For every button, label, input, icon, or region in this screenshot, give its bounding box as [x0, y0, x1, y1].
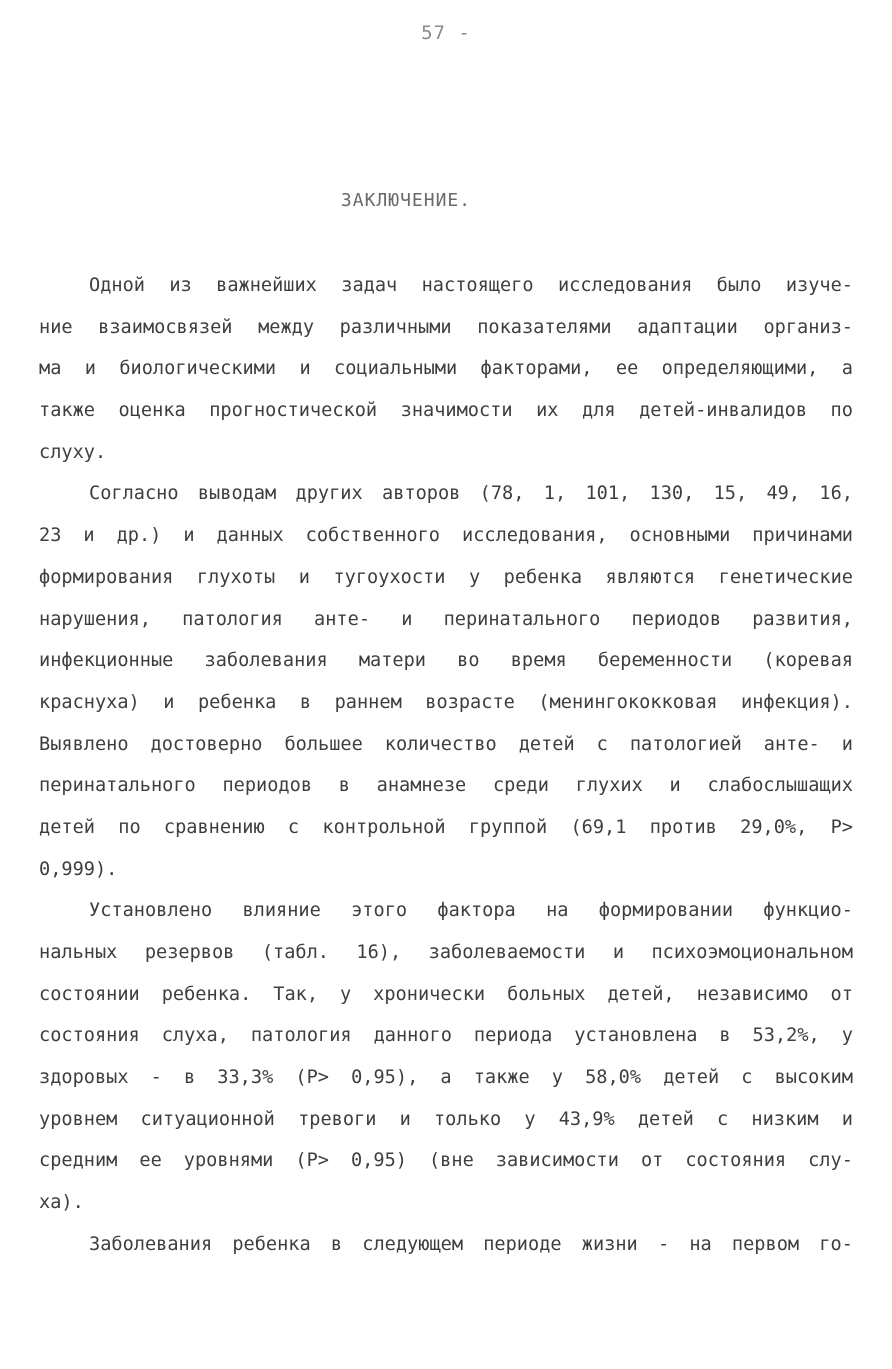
word: детей-инвалидов: [639, 400, 808, 422]
word: 101,: [585, 483, 631, 505]
word: и: [401, 608, 413, 630]
word: функцио-: [763, 900, 853, 922]
word: слабослышащих: [707, 775, 853, 797]
word: 16,: [819, 483, 853, 505]
word: Заболевания: [89, 1233, 213, 1255]
word: 58,0%: [585, 1067, 642, 1089]
word: ние: [39, 316, 73, 338]
word: высоким: [774, 1067, 853, 1089]
word: патология: [182, 608, 283, 630]
word: 15,: [713, 483, 748, 505]
word: и: [669, 775, 681, 797]
word: изуче-: [785, 275, 853, 296]
text-line: [39, 563, 853, 605]
word: жизни: [581, 1233, 638, 1255]
word: оценка: [118, 400, 186, 422]
word: исследования: [557, 275, 693, 296]
text-line: [39, 1063, 853, 1105]
word: и: [84, 358, 96, 380]
section-heading: ЗАКЛЮЧЕНИЕ.: [340, 190, 472, 211]
word: 29,0%,: [740, 816, 808, 838]
word: инфекция).: [741, 691, 853, 713]
word: уровнями: [183, 1150, 274, 1172]
text-line: [39, 688, 853, 730]
word: установлена: [574, 1025, 698, 1047]
word: состоянии: [39, 983, 140, 1005]
word: также: [39, 400, 95, 422]
word: для: [582, 400, 616, 422]
word: собственного: [305, 525, 441, 547]
word: количество: [384, 733, 497, 755]
word: периодов: [222, 775, 313, 797]
word: 1,: [543, 483, 567, 505]
word: время: [510, 650, 567, 672]
word: независимо: [696, 983, 809, 1005]
word: этого: [351, 900, 408, 922]
word: заболевания: [204, 650, 328, 672]
word: детей,: [607, 983, 675, 1005]
word: хронически: [373, 983, 486, 1005]
word: у: [340, 983, 352, 1005]
word: 49,: [766, 483, 801, 505]
text-line: [39, 896, 853, 938]
word: 43,9%: [558, 1108, 615, 1130]
word: периоде: [483, 1233, 562, 1255]
word: ситуационной: [140, 1108, 275, 1130]
word: Одной: [89, 275, 145, 296]
word: психоэмоциональном: [651, 942, 853, 963]
word: формирования: [39, 566, 174, 588]
word: состояния: [39, 1025, 140, 1047]
word: фактора: [437, 900, 516, 922]
word: и: [183, 525, 195, 547]
word: в: [299, 691, 312, 713]
text-line: [39, 980, 853, 1022]
word: матери: [358, 650, 426, 672]
word: у: [468, 566, 481, 588]
word: биологическими: [119, 358, 277, 380]
text-line: [39, 1105, 853, 1147]
word: 0,95): [350, 1150, 407, 1172]
word: (табл.: [261, 942, 329, 963]
word: (менингококковая: [538, 691, 718, 713]
word: резервов: [144, 942, 235, 963]
word: 23: [39, 525, 62, 547]
word: анте-: [763, 733, 820, 755]
word: Р>: [830, 816, 853, 838]
page-number: 57 -: [421, 22, 471, 44]
word: ребенка: [503, 566, 583, 588]
text-line: [39, 479, 853, 521]
word: Установлено: [89, 900, 213, 922]
word: и: [841, 1108, 853, 1130]
word: достоверно: [150, 733, 263, 755]
word: (69,1: [570, 816, 627, 838]
word: Согласно: [89, 483, 179, 505]
word: факторами,: [480, 358, 593, 380]
word: у: [841, 1025, 853, 1047]
word: тугоухости: [333, 566, 446, 588]
word: патологией: [629, 733, 742, 755]
word: го-: [819, 1233, 853, 1255]
text-line: [39, 1146, 853, 1188]
word: контрольной: [322, 816, 446, 838]
word: в: [330, 1233, 343, 1255]
word: состояния: [685, 1150, 787, 1172]
word: детей: [518, 733, 575, 755]
word: адаптации: [637, 316, 738, 338]
text-line: [39, 354, 853, 396]
word: первом: [731, 1233, 800, 1255]
word: здоровых: [39, 1067, 129, 1089]
word: инфекционные: [39, 650, 174, 672]
word: на: [689, 1233, 712, 1255]
word: взаимосвязей: [98, 316, 233, 338]
word: ребенка.: [161, 983, 252, 1005]
word: 130,: [649, 483, 695, 505]
word: по: [118, 816, 141, 838]
text-line: [39, 938, 853, 980]
word: возрасте: [425, 691, 515, 713]
body-text: [39, 271, 853, 1272]
word: с: [717, 1108, 729, 1130]
word: слуха,: [161, 1025, 229, 1047]
word: от: [830, 983, 853, 1005]
word: с: [741, 1067, 753, 1089]
word: ребенка: [232, 1233, 311, 1255]
word: социальными: [334, 358, 458, 380]
word: и: [612, 942, 625, 963]
word: являются: [605, 566, 696, 588]
word: и: [163, 691, 175, 713]
word: в: [338, 775, 350, 797]
word: ма: [39, 358, 62, 380]
text-line: [39, 730, 853, 772]
word: -: [657, 1233, 670, 1255]
word: тревоги: [298, 1108, 377, 1130]
word: и: [298, 566, 310, 588]
word: детей: [39, 816, 95, 838]
word: и: [399, 1108, 411, 1130]
word: значимости: [400, 400, 513, 422]
word: данного: [373, 1025, 452, 1047]
word: и: [299, 358, 311, 380]
word: прогностической: [209, 400, 378, 422]
word: показателями: [477, 316, 612, 338]
word: ха).: [39, 1192, 84, 1214]
text-line: [39, 605, 853, 647]
word: также: [473, 1067, 530, 1089]
word: слуху.: [39, 441, 107, 463]
word: влияние: [242, 900, 321, 922]
word: нальных: [39, 942, 118, 963]
word: патология: [250, 1025, 352, 1047]
word: а: [440, 1067, 452, 1089]
word: в: [719, 1025, 731, 1047]
word: между: [258, 316, 315, 338]
word: детей: [637, 1108, 694, 1130]
word: анте-: [314, 608, 371, 630]
text-line: [39, 438, 853, 480]
word: задач: [341, 275, 398, 296]
word: с: [596, 733, 608, 755]
text-line: [39, 1230, 853, 1272]
word: глухих: [575, 775, 643, 797]
word: других: [295, 483, 363, 505]
text-line: [39, 771, 853, 813]
word: периода: [473, 1025, 553, 1047]
word: у: [551, 1067, 563, 1089]
word: анамнезе: [376, 775, 467, 797]
word: среди: [492, 775, 549, 797]
word: на: [546, 900, 569, 922]
word: определяющими,: [661, 358, 819, 380]
word: организ-: [763, 316, 853, 338]
word: и: [841, 733, 853, 755]
word: формировании: [598, 900, 734, 922]
word: др.): [116, 525, 162, 547]
word: 33,3%: [217, 1067, 274, 1089]
word: генетические: [718, 566, 853, 588]
word: беременности: [597, 650, 733, 672]
word: низким: [751, 1108, 819, 1130]
word: заболеваемости: [428, 942, 586, 963]
word: против: [649, 816, 717, 838]
word: следующем: [362, 1233, 464, 1255]
text-line: [39, 271, 853, 313]
word: причинами: [752, 525, 853, 547]
word: зависимости: [495, 1150, 619, 1172]
word: (Р>: [295, 1067, 329, 1089]
word: основными: [629, 525, 731, 547]
word: данных: [216, 525, 284, 547]
word: глухоты: [196, 566, 276, 588]
word: от: [640, 1150, 664, 1172]
word: различными: [339, 316, 452, 338]
word: уровнем: [39, 1108, 118, 1130]
text-line: [39, 646, 853, 688]
word: 16),: [356, 942, 402, 963]
word: выводам: [197, 483, 277, 505]
word: у: [524, 1108, 536, 1130]
word: (вне: [428, 1150, 474, 1172]
word: ее: [615, 358, 639, 380]
word: Выявлено: [39, 733, 129, 755]
word: нарушения,: [39, 608, 151, 630]
word: ребенка: [197, 691, 277, 713]
word: средним: [39, 1150, 118, 1172]
word: (78,: [479, 483, 525, 505]
word: развития,: [752, 608, 853, 630]
word: раннем: [334, 691, 402, 713]
text-line: [39, 855, 853, 897]
word: только: [433, 1108, 502, 1130]
word: по: [830, 400, 853, 422]
word: было: [716, 275, 762, 296]
word: авторов: [382, 483, 461, 505]
text-line: [39, 813, 853, 855]
word: больных: [507, 983, 586, 1005]
word: настоящего: [421, 275, 534, 296]
word: большее: [284, 733, 363, 755]
word: -: [150, 1067, 162, 1089]
word: 0,999).: [39, 858, 118, 880]
word: детей: [663, 1067, 720, 1089]
word: 0,95),: [351, 1067, 419, 1089]
word: с: [287, 816, 300, 838]
word: ее: [139, 1150, 162, 1172]
word: из: [169, 275, 192, 296]
word: слу-: [808, 1150, 853, 1172]
word: группой: [468, 816, 548, 838]
word: их: [536, 400, 559, 422]
word: исследования,: [462, 525, 608, 547]
word: Так,: [273, 983, 319, 1005]
word: в: [183, 1067, 196, 1089]
word: во: [457, 650, 480, 672]
text-line: [39, 521, 853, 563]
word: важнейших: [216, 275, 317, 296]
word: сравнению: [163, 816, 265, 838]
word: (Р>: [295, 1150, 329, 1172]
word: перинатального: [39, 775, 196, 797]
text-line: [39, 313, 853, 355]
text-line: [39, 1021, 853, 1063]
word: перинатального: [443, 608, 601, 630]
word: периодов: [631, 608, 722, 630]
text-line: [39, 1188, 853, 1230]
word: краснуха): [39, 691, 140, 713]
word: а: [841, 358, 853, 380]
word: и: [83, 525, 95, 547]
text-line: [39, 396, 853, 438]
word: (коревая: [763, 650, 853, 672]
word: 53,2%,: [752, 1025, 820, 1047]
